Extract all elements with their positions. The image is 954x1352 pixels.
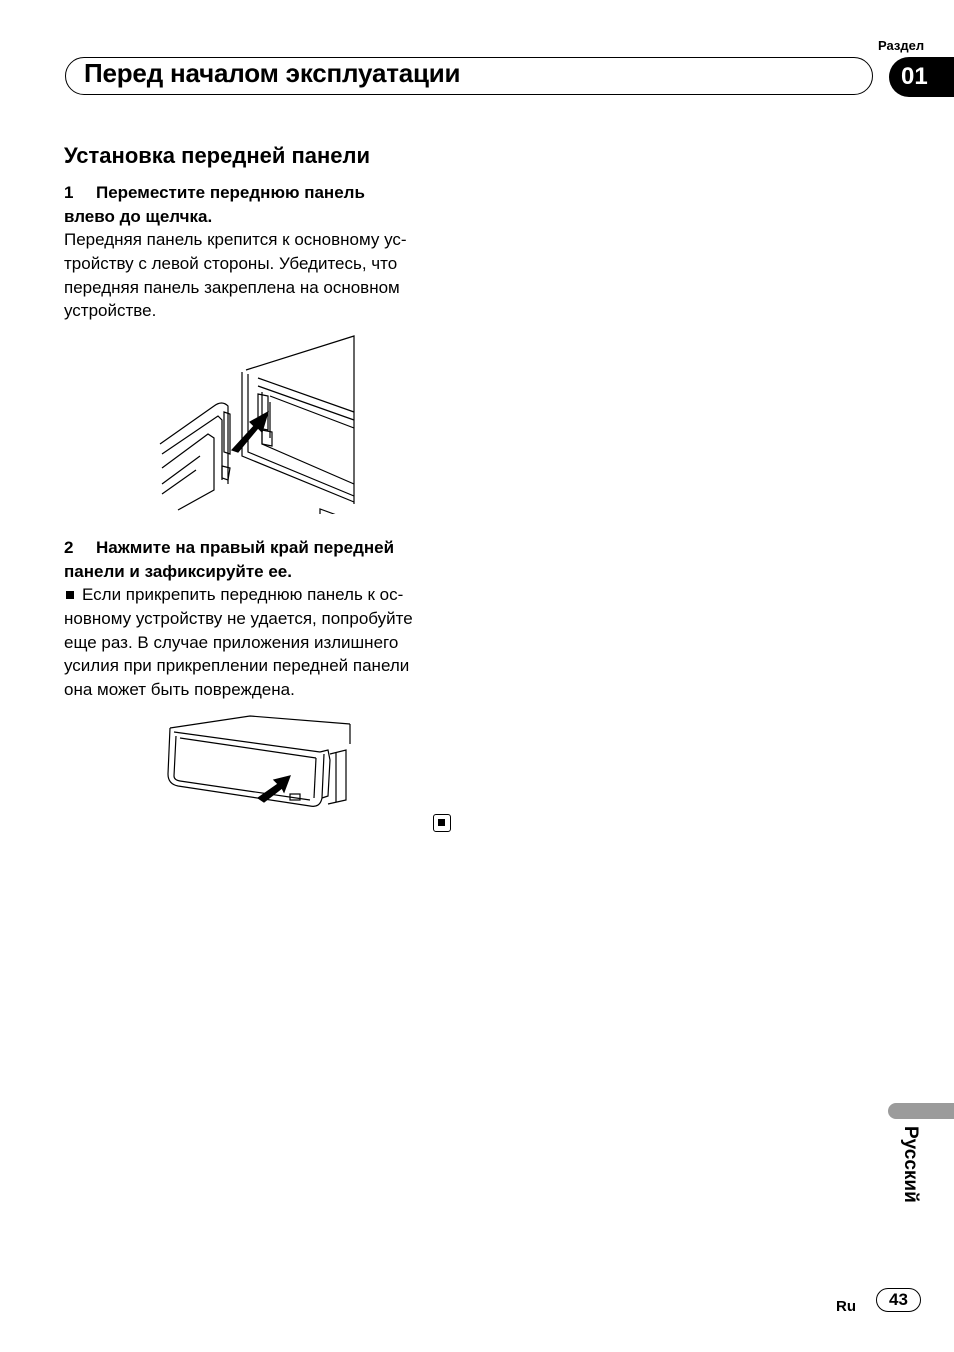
step-1-heading-line1: Переместите переднюю панель <box>96 183 365 202</box>
front-panel-press-illustration <box>160 714 356 814</box>
page-number: 43 <box>876 1288 921 1312</box>
bullet-line: Если прикрепить переднюю панель к ос- <box>82 585 404 604</box>
body-line: устройстве. <box>64 301 157 321</box>
step-1-heading <box>64 181 444 228</box>
language-label: Русский <box>900 1126 921 1203</box>
page-title: Перед началом эксплуатации <box>84 58 461 88</box>
section-number-badge: 01 <box>889 57 954 97</box>
step-2-bullet <box>64 583 454 702</box>
step-1-number: 1 <box>64 183 74 202</box>
step-1-heading-line2: влево до щелчка. <box>64 206 213 226</box>
footer-language-code: Ru <box>836 1298 856 1315</box>
body-line: Передняя панель крепится к основному ус- <box>64 230 407 249</box>
body-line: тройству с левой стороны. Убедитесь, что <box>64 253 398 273</box>
bullet-square-icon <box>66 591 74 599</box>
body-line: передняя панель закреплена на основном <box>64 277 400 297</box>
front-panel-attach-illustration <box>158 334 358 514</box>
bullet-line: она может быть повреждена. <box>64 680 295 700</box>
step-1-body <box>64 228 454 323</box>
step-2-heading-line2: панели и зафиксируйте ее. <box>64 561 292 581</box>
bullet-line: новному устройству не удается, попробуйте <box>64 608 413 628</box>
step-2-heading <box>64 536 444 583</box>
section-label: Раздел <box>878 38 925 53</box>
bullet-line: усилия при прикреплении передней панели <box>64 656 410 676</box>
section-heading: Установка передней панели <box>64 143 371 168</box>
step-2-number: 2 <box>64 538 74 557</box>
end-of-section-icon <box>433 814 451 832</box>
step-2-heading-line1: Нажмите на правый край передней <box>96 538 395 557</box>
language-tab <box>888 1103 954 1119</box>
bullet-line: еще раз. В случае приложения излишнего <box>64 632 399 652</box>
